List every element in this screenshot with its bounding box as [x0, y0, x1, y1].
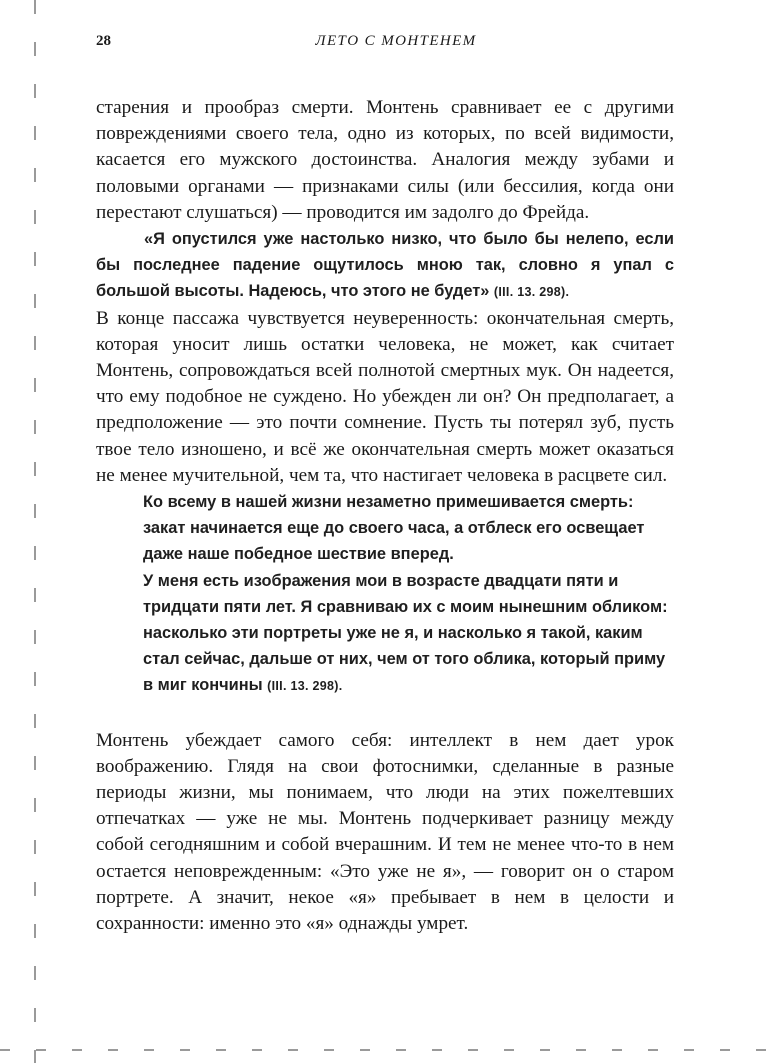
block-quote-reference: (III. 13. 298). [267, 679, 343, 694]
block-quote-text: У меня есть изображения мои в возрасте двадцати пяти и тридцати пяти лет. Я сравниваю их с моим нынешним обликом: насколько эти портреты уже не я, и насколько я такой, каким стал сейчас, дальше от них, чем от того облика, который приму в миг кончины [143, 571, 668, 695]
page-body [96, 95, 674, 937]
crop-mark-bottom [0, 1049, 769, 1051]
running-title: ЛЕТО С МОНТЕНЕМ [315, 33, 477, 49]
paragraph-1: старения и прообраз смерти. Монтень сравнивает ее с другими повреждениями своего тела, одно из которых, по всей видимости, касается его мужского достоинства. Аналогия между зубами и половыми органами — признаками силы (или бессилия, когда они перестают слушаться) — проводится им задолго до Фрейда. [96, 97, 674, 223]
inline-quote-reference: (III. 13. 298). [493, 285, 570, 300]
block-quote-part-2 [143, 568, 674, 700]
section-gap [96, 700, 674, 728]
inline-quote-text: «Я опустился уже настолько низко, что было бы нелепо, если бы последнее падение ощутилось мною так, словно я упал с большой высоты. Надеюсь, что этого не будет» [96, 230, 674, 301]
crop-mark-left [34, 0, 36, 1063]
block-quote-part-1: Ко всему в нашей жизни незаметно примешивается смерть: закат начинается еще до своего часа, а отблеск его освещает даже наше победное шествие вперед. [143, 493, 645, 564]
paragraph-3: Монтень убеждает самого себя: интеллект в нем дает урок воображению. Глядя на свои фотоснимки, сделанные в разные периоды жизни, мы понимаем, что люди на этих пожелтевших отпечатках — уже не мы. Монтень подчеркивает разницу между собой сегодняшним и собой вчерашним. И тем не менее что-то в нем остается неповрежденным: «Это уже не я», — говорит он о старом портрете. А значит, некое «я» пребывает в нем в целости и сохранности: именно это «я» однажды умрет. [96, 729, 674, 935]
block-quote [143, 489, 674, 700]
inline-quote [96, 226, 674, 306]
paragraph-2: В конце пассажа чувствуется неуверенность: окончательная смерть, которая уносит лишь остатки человека, не может, как считает Монтень, сопровождаться всей полнотой смертных мук. Он надеется, что ему подобное не суждено. Но убежден ли он? Он предполагает, а предположение — это почти сомнение. Пусть ты потерял зуб, пусть твое тело изношено, и всё же окончательная смерть может оказаться не менее мучительной, чем та, что настигает человека в расцвете сил. [96, 307, 674, 486]
page-number: 28 [96, 33, 111, 49]
page-header [0, 33, 769, 57]
